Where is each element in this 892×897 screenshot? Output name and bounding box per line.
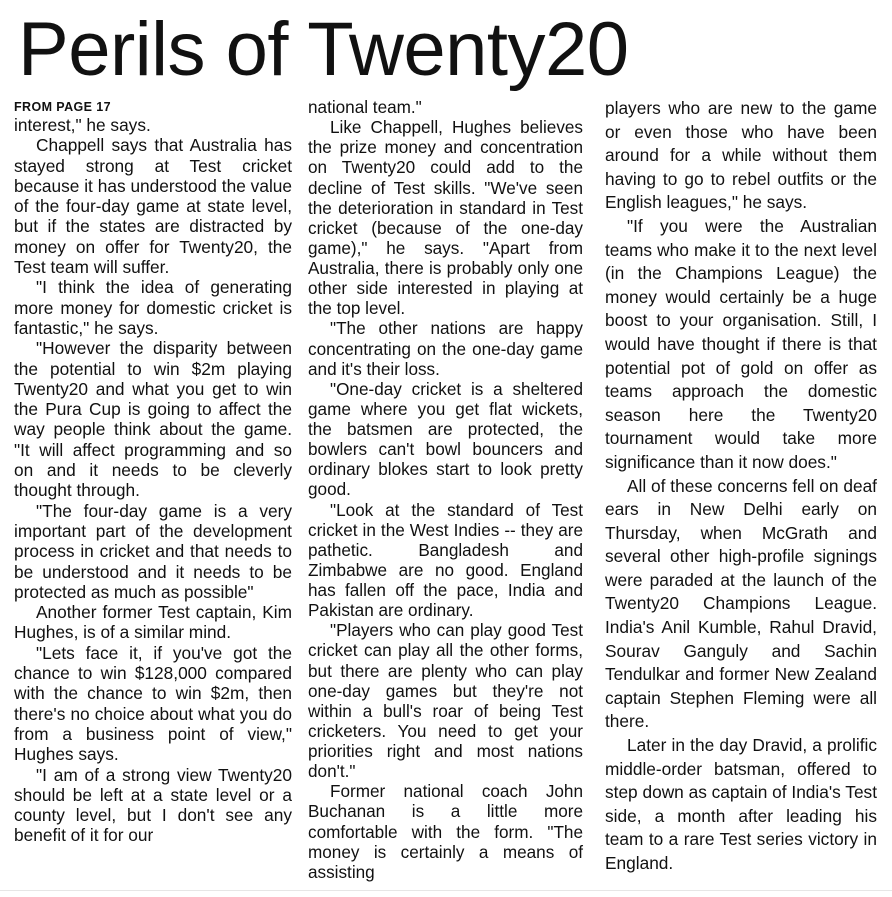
article-column-1: [14, 98, 292, 846]
paragraph: national team.": [308, 97, 422, 117]
article-column-3: [605, 97, 877, 876]
paragraph: players who are new to the game or even those who have been around for a while without them having to go to rebel outfits or the English leagues," he says.: [605, 98, 877, 213]
paragraph: "I am of a strong view Twenty20 should be left at a state level or a county level, but I don't see any benefit of it for our: [14, 764, 292, 846]
paragraph: "The other nations are happy concentrating on the one-day game and it's their loss.: [308, 318, 583, 379]
paragraph: "I think the idea of generating more money for domestic cricket is fantastic," he says.: [14, 277, 292, 338]
paragraph: interest," he says.: [14, 115, 151, 135]
paragraph: "Players who can play good Test cricket can play all the other forms, but there are plenty who can play one-day games but they're not within a bull's roar of being Test cricketers. You need to get your priorities right and most nations don't.": [308, 620, 583, 782]
jump-line: FROM PAGE 17: [14, 100, 111, 114]
paragraph: Chappell says that Australia has stayed strong at Test cricket because it has understood the value of the four-day game at state level, but if the states are distracted by money on offer for Twenty20, the Test team will suffer.: [14, 135, 292, 278]
paragraph: All of these concerns fell on deaf ears in New Delhi early on Thursday, when McGrath and several other high-profile signings were paraded at the launch of the Twenty20 Champions League. India's Anil Kumble, Rahul Dravid, Sourav Ganguly and Sachin Tendulkar and former New Zealand captain Stephen Fleming were all there.: [605, 475, 877, 732]
paragraph: "One-day cricket is a sheltered game where you get flat wickets, the batsmen are protected, the bowlers can't bowl bouncers and ordinary blokes start to look pretty good.: [308, 378, 583, 500]
paragraph: "Lets face it, if you've got the chance to win $128,000 compared with the chance to win $2m, then there's no choice about what you do from a business point of view," Hughes says.: [14, 642, 292, 765]
page-edge-rule: [0, 890, 892, 891]
paragraph: "If you were the Australian teams who make it to the next level (in the Champions League) the money would certainly be a huge boost to your organisation. Still, I would have thought if there is that potential pot of gold on offer as teams approach the domestic season here the Twenty20 tournament would take more significance than it now does.": [605, 215, 877, 472]
paragraph: "However the disparity between the potential to win $2m playing Twenty20 and what you get to win the Pura Cup is going to affect the way people think about the game. "It will affect programming and so on and it needs to be cleverly thought through.: [14, 338, 292, 501]
paragraph: "The four-day game is a very important part of the development process in cricket and that needs to be understood and it needs to be protected as much as possible": [14, 500, 292, 602]
paragraph: Another former Test captain, Kim Hughes, is of a similar mind.: [14, 602, 292, 643]
paragraph: Former national coach John Buchanan is a little more comfortable with the form. "The money is certainly a means of assisting: [308, 781, 583, 882]
paragraph: Like Chappell, Hughes believes the prize money and concentration on Twenty20 could add to the decline of Test skills. "We've seen the deterioration in standard in Test cricket (because of the one-day game)," he says. "Apart from Australia, there is probably only one other side interested in playing at the top level.: [308, 117, 583, 319]
paragraph: Later in the day Dravid, a prolific middle-order batsman, offered to step down as captain of India's Test side, a month after leading his team to a rare Test series victory in England.: [605, 735, 877, 873]
headline: Perils of Twenty20: [18, 7, 629, 92]
paragraph: "Look at the standard of Test cricket in the West Indies -- they are pathetic. Bangladesh and Zimbabwe are no good. England has fallen off the pace, India and Pakistan are ordinary.: [308, 499, 583, 621]
article-column-2: [308, 97, 583, 882]
